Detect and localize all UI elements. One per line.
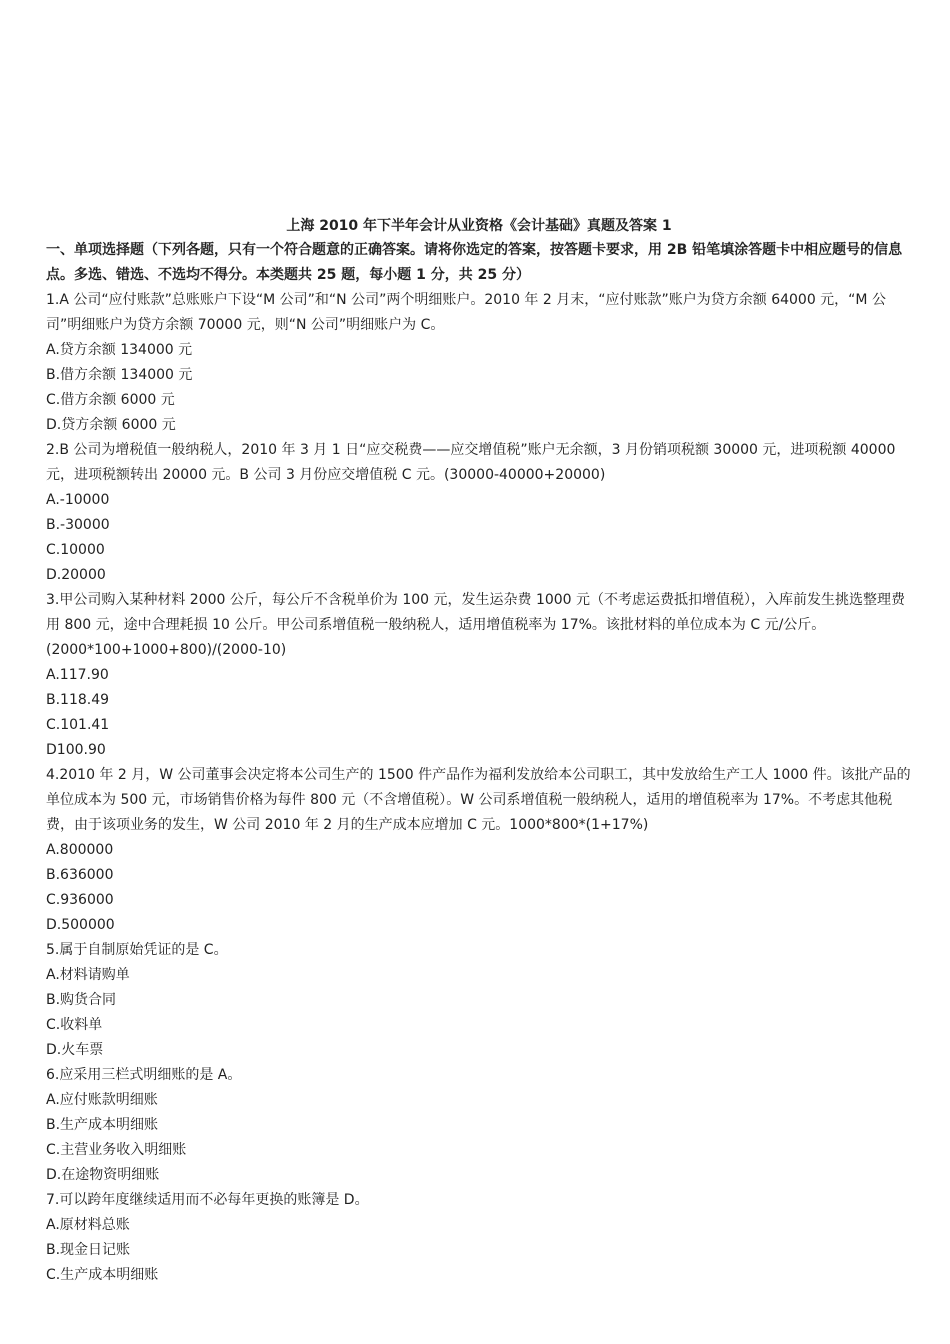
option-a: A.800000 bbox=[46, 842, 114, 858]
question-stem: 7.可以跨年度继续适用而不必每年更换的账簿是 D。 bbox=[46, 1192, 369, 1208]
option-d: D.火车票 bbox=[46, 1042, 104, 1058]
question-stem: 3.甲公司购入某种材料 2000 公斤，每公斤不含税单价为 100 元，发生运杂费 1000 元（不考虑运费抵扣增值税），入库前发生挑选整理费用 800 元，途中合理耗损 10 公斤。甲公司系增值税一般纳税人，适用增值税率为 17%。该批材料的单位成本为 C 元/公斤。(2000*100+1000+800)/(2000-10) bbox=[46, 592, 906, 658]
option-c: C.收料单 bbox=[46, 1017, 103, 1033]
option-b: B.636000 bbox=[46, 867, 114, 883]
document-page bbox=[46, 214, 912, 1288]
question-stem: 2.B 公司为增税值一般纳税人，2010 年 3 月 1 日“应交税费——应交增值税”账户无余额，3 月份销项税额 30000 元，进项税额 40000 元，进项税额转出 20000 元。B 公司 3 月份应交增值税 C 元。(30000-40000+20000) bbox=[46, 442, 896, 483]
question-7 bbox=[46, 1188, 912, 1288]
option-c: C.主营业务收入明细账 bbox=[46, 1142, 187, 1158]
option-c: C.生产成本明细账 bbox=[46, 1267, 159, 1283]
question-3 bbox=[46, 588, 912, 763]
option-c: C.936000 bbox=[46, 892, 114, 908]
question-stem: 6.应采用三栏式明细账的是 A。 bbox=[46, 1067, 242, 1083]
document-title: 上海 2010 年下半年会计从业资格《会计基础》真题及答案 1 bbox=[286, 218, 672, 234]
option-a: A.原材料总账 bbox=[46, 1217, 130, 1233]
option-c: C.借方余额 6000 元 bbox=[46, 392, 175, 408]
option-a: A.材料请购单 bbox=[46, 967, 130, 983]
question-6 bbox=[46, 1063, 912, 1188]
option-d: D.500000 bbox=[46, 917, 115, 933]
option-b: B.现金日记账 bbox=[46, 1242, 131, 1258]
option-d: D.贷方余额 6000 元 bbox=[46, 417, 176, 433]
option-a: A.应付账款明细账 bbox=[46, 1092, 158, 1108]
question-5 bbox=[46, 938, 912, 1063]
option-d: D.在途物资明细账 bbox=[46, 1167, 160, 1183]
question-stem: 5.属于自制原始凭证的是 C。 bbox=[46, 942, 228, 958]
question-stem: 1.A 公司“应付账款”总账账户下设“M 公司”和“N 公司”两个明细账户。2010 年 2 月末，“应付账款”账户为贷方余额 64000 元，“M 公司”明细账户为贷方余额 70000 元，则“N 公司”明细账户为 C。 bbox=[46, 292, 886, 333]
option-d: D.20000 bbox=[46, 567, 106, 583]
question-stem: 4.2010 年 2 月，W 公司董事会决定将本公司生产的 1500 件产品作为福利发放给本公司职工，其中发放给生产工人 1000 件。该批产品的单位成本为 500 元，市场销售价格为每件 800 元（不含增值税）。W 公司系增值税一般纳税人，适用的增值税率为 17%。不考虑其他税费，由于该项业务的发生，W 公司 2010 年 2 月的生产成本应增加 C 元。1000*800*(1+17%) bbox=[46, 767, 911, 833]
option-a: A.117.90 bbox=[46, 667, 109, 683]
option-a: A.-10000 bbox=[46, 492, 110, 508]
option-b: B.生产成本明细账 bbox=[46, 1117, 159, 1133]
question-1 bbox=[46, 288, 912, 438]
option-b: B.购货合同 bbox=[46, 992, 117, 1008]
option-c: C.10000 bbox=[46, 542, 105, 558]
option-b: B.借方余额 134000 元 bbox=[46, 367, 193, 383]
question-4 bbox=[46, 763, 912, 938]
option-b: B.-30000 bbox=[46, 517, 110, 533]
option-a: A.贷方余额 134000 元 bbox=[46, 342, 193, 358]
option-d: D100.90 bbox=[46, 742, 106, 758]
option-b: B.118.49 bbox=[46, 692, 110, 708]
option-c: C.101.41 bbox=[46, 717, 110, 733]
section-heading: 一、单项选择题（下列各题，只有一个符合题意的正确答案。请将你选定的答案，按答题卡要求，用 2B 铅笔填涂答题卡中相应题号的信息点。多选、错选、不选均不得分。本类题共 25 题，每小题 1 分，共 25 分） bbox=[46, 242, 903, 283]
question-2 bbox=[46, 438, 912, 588]
